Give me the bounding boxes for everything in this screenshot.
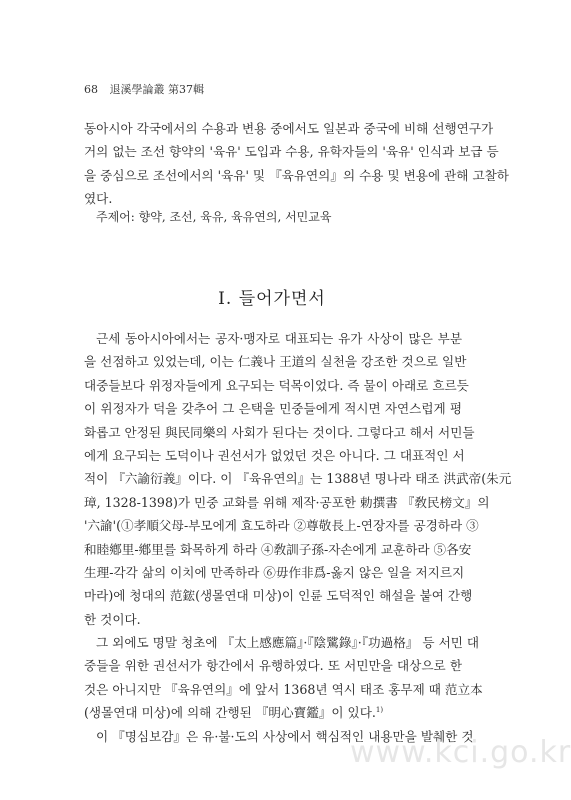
abstract-paragraph — [84, 117, 509, 211]
body-line: 마라)에 청대의 范鋐(생몰연대 미상)이 인륜 도덕적인 해설을 붙여 간행 — [84, 588, 473, 604]
body-line: 을 선점하고 있었는데, 이는 仁義나 王道의 실천을 강조한 것으로 일반 — [84, 354, 467, 370]
body-line: 和睦鄕里-鄕里를 화목하게 하라 ④敎訓子孫-자손에게 교훈하라 ⑤各安 — [84, 541, 472, 557]
abstract-line: 였다. — [84, 191, 113, 207]
body-line: 璋, 1328-1398)가 민중 교화를 위해 제작·공포한 勅撰書 『敎民榜文』의 — [84, 494, 490, 510]
body-line: 적이 『六諭衍義』이다. 이 『육유연의』는 1388년 명나라 태조 洪武帝(朱元 — [84, 471, 512, 487]
body-line: 근세 동아시아에서는 공자·맹자로 대표되는 유가 사상이 많은 부분 — [96, 331, 462, 346]
body-line: 한 것이다. — [84, 611, 141, 627]
watermark: www.kci.go.kr — [350, 735, 571, 770]
running-header — [84, 81, 212, 97]
page-number: 68 — [84, 83, 98, 96]
keywords: 주제어: 향약, 조선, 육유, 육유연의, 서민교육 — [96, 210, 332, 224]
body-line: 生理-각각 삶의 이치에 만족하라 ⑥毋作非爲-옳지 않은 일을 저지르지 — [84, 564, 465, 580]
abstract-line: 동아시아 각국에서의 수용과 변용 중에서도 일본과 중국에 비해 선행연구가 — [84, 121, 494, 136]
body-line: 그 외에도 명말 청초에 『太上感應篇』·『陰騭錄』·『功過格』 등 서민 대 — [96, 635, 480, 650]
body-line: 것은 아니지만 『육유연의』에 앞서 1368년 역시 태조 홍무제 때 范立本 — [84, 681, 483, 697]
body-line: 대중들보다 위정자들에게 요구되는 덕목이었다. 즉 물이 아래로 흐르듯 — [84, 377, 469, 393]
body-paragraph-3 — [84, 725, 474, 748]
journal-title: 退溪學論叢 第37輯 — [109, 83, 204, 96]
body-line — [84, 701, 462, 724]
section-title: Ⅰ. 들어가면서 — [218, 289, 326, 309]
body-paragraph-2 — [84, 631, 483, 725]
body-line: 이 『명심보감』은 유·불·도의 사상에서 핵심적인 내용만을 발췌한 것 — [96, 729, 474, 744]
body-line-text: (생몰연대 미상)에 의해 간행된 『明心寶鑑』이 있다. — [84, 705, 376, 721]
body-line: 에게 요구되는 도덕이나 권선서가 없었던 것은 아니다. 그 대표적인 서 — [84, 447, 465, 463]
abstract-line: 거의 없는 조선 향약의 '육유' 도입과 수용, 유학자들의 '육유' 인식과 보급 등 — [84, 144, 499, 160]
abstract-line: 을 중심으로 조선에서의 '육유' 및 『육유연의』의 수용 및 변용에 관해 고찰하 — [84, 167, 509, 183]
body-line: 이 위정자가 덕을 갖추어 그 은택을 민중들에게 적시면 자연스럽게 평 — [84, 401, 462, 417]
body-paragraph-1 — [84, 327, 512, 631]
body-line: 화롭고 안정된 與民同樂의 사회가 된다는 것이다. 그렇다고 해서 서민들 — [84, 424, 475, 440]
body-line: 중들을 위한 권선서가 항간에서 유행하였다. 또 서민만을 대상으로 한 — [84, 658, 462, 674]
footnote-ref[interactable]: 1) — [375, 705, 384, 714]
body-line: '六諭'(①孝順父母-부모에게 효도하라 ②尊敬長上-연장자를 공경하라 ③ — [84, 518, 479, 534]
